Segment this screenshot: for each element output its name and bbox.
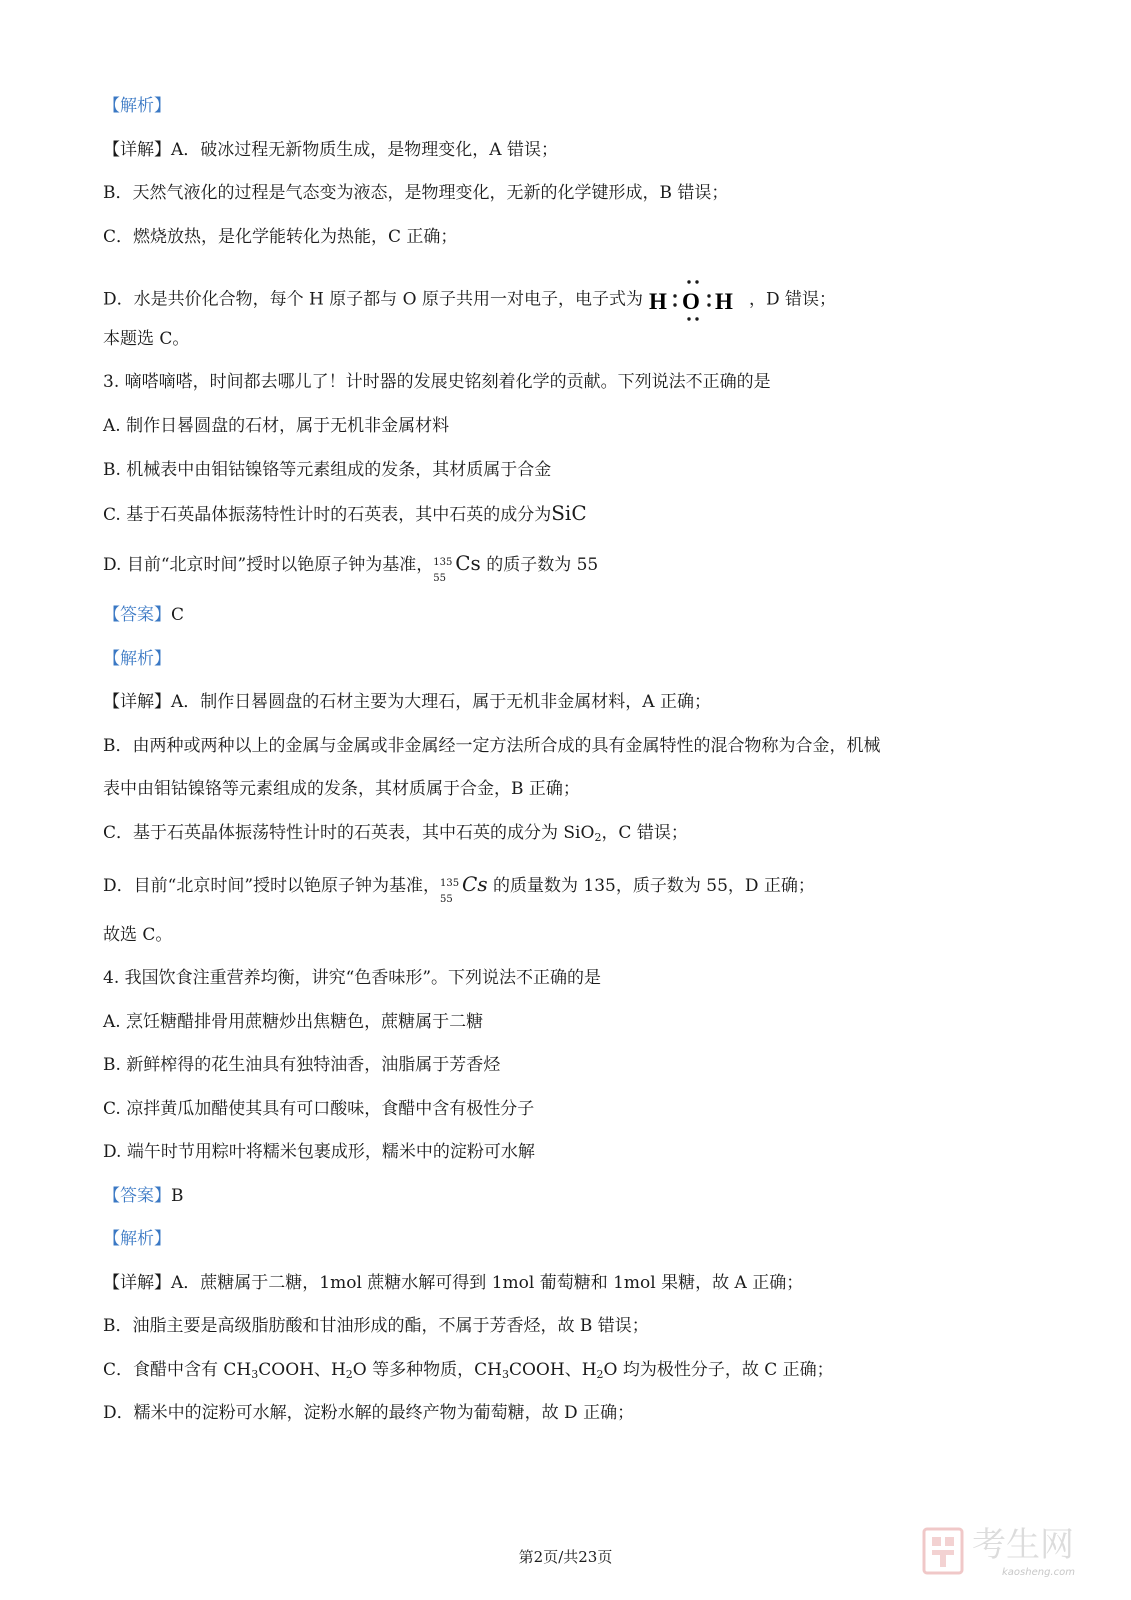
analysis-label: 【解析】 [103,96,171,116]
option-c: C. 基于石英晶体振荡特性计时的石英表，其中石英的成分为SiC [103,501,587,525]
watermark-text: 考生网 [972,1525,1074,1565]
explanation-line: C．食醋中含有 $CH_3COOH$、$H_2O$ 等多种物质，$CH_3COOH$、$H_2O$ 均为极性分子，故 C 正确； [103,1360,834,1381]
answer-line [103,603,184,627]
question-stem: 4. 我国饮食注重营养均衡，讲究“色香味形”。下列说法不正确的是 [103,968,602,988]
conclusion: 故选 C。 [103,925,173,945]
explanation-line: D．水是共价化合物，每个 H 原子都与 O 原子共用一对电子，电子式为 H O H ，D 错误； [103,276,836,324]
explanation-line: C．燃烧放热，是化学能转化为热能，C 正确； [103,227,458,247]
nuclide-cs: 135 55 [440,877,460,905]
explanation-line: B．天然气液化的过程是气态变为液态，是物理变化，无新的化学键形成，B 错误； [103,183,729,203]
formula-sic: SiC [551,501,587,525]
detail-label: 【详解】 [103,1273,171,1293]
detail-label: 【详解】 [103,692,171,712]
option-d: D. 目前“北京时间”授时以铯原子钟为基准， 135 55 Cs 的质子数为 55 [103,551,599,584]
explanation-line: 【详解】A．蔗糖属于二糖，1mol 蔗糖水解可得到 1mol 葡萄糖和 1mol 果糖，故 A 正确； [103,1273,804,1293]
answer-line [103,1184,184,1208]
formula-h1: H [649,289,667,314]
nuclide-cs: 135 55 [433,556,453,584]
explanation-line: D．目前“北京时间”授时以铯原子钟为基准， 135 55 Cs 的质量数为 135，质子数为 55，D 正确； [103,872,815,905]
watermark [922,1523,1102,1583]
explanation-line: B．由两种或两种以上的金属与金属或非金属经一定方法所合成的具有金属特性的混合物称为合金，机械 [103,736,881,756]
option-b: B. 新鲜榨得的花生油具有独特油香，油脂属于芳香烃 [103,1055,501,1075]
explanation-line: B．油脂主要是高级脂肪酸和甘油形成的酯，不属于芳香烃，故 B 错误； [103,1316,649,1336]
option-a: A. 烹饪糖醋排骨用蔗糖炒出焦糖色，蔗糖属于二糖 [103,1012,484,1032]
option-b: B. 机械表中由钼钴镍铬等元素组成的发条，其材质属于合金 [103,460,552,480]
conclusion: 本题选 C。 [103,329,190,349]
analysis-label: 【解析】 [103,649,171,669]
explanation-line: 【详解】A．破冰过程无新物质生成，是物理变化，A 错误； [103,140,558,160]
water-electron-formula [649,276,745,324]
option-c: C. 凉拌黄瓜加醋使其具有可口酸味，食醋中含有极性分子 [103,1099,535,1119]
analysis-label: 【解析】 [103,1229,171,1249]
explanation-line: C．基于石英晶体振荡特性计时的石英表，其中石英的成分为 SiO$_2$，C 错误； [103,823,688,844]
detail-label: 【详解】 [103,140,171,160]
page-number: 第2页/共23页 [518,1548,613,1566]
answer-label: 【答案】 [103,1186,171,1206]
explanation-line: 表中由钼钴镍铬等元素组成的发条，其材质属于合金，B 正确； [103,779,580,799]
answer-label: 【答案】 [103,605,171,625]
explanation-line: 【详解】A．制作日晷圆盘的石材主要为大理石，属于无机非金属材料，A 正确； [103,692,711,712]
option-a: A. 制作日晷圆盘的石材，属于无机非金属材料 [103,416,450,436]
watermark-url: kaosheng.com [1002,1567,1075,1578]
formula-h2: H [715,289,733,314]
answer-value: B [171,1186,184,1206]
option-d: D. 端午时节用粽叶将糯米包裹成形，糯米中的淀粉可水解 [103,1142,535,1162]
answer-value: C [171,605,185,625]
question-stem: 3. 嘀嗒嘀嗒，时间都去哪儿了！计时器的发展史铭刻着化学的贡献。下列说法不正确的是 [103,372,771,392]
watermark-logo-icon [922,1527,964,1575]
explanation-line: D．糯米中的淀粉可水解，淀粉水解的最终产物为葡萄糖，故 D 正确； [103,1403,635,1423]
formula-o: O [682,289,700,314]
